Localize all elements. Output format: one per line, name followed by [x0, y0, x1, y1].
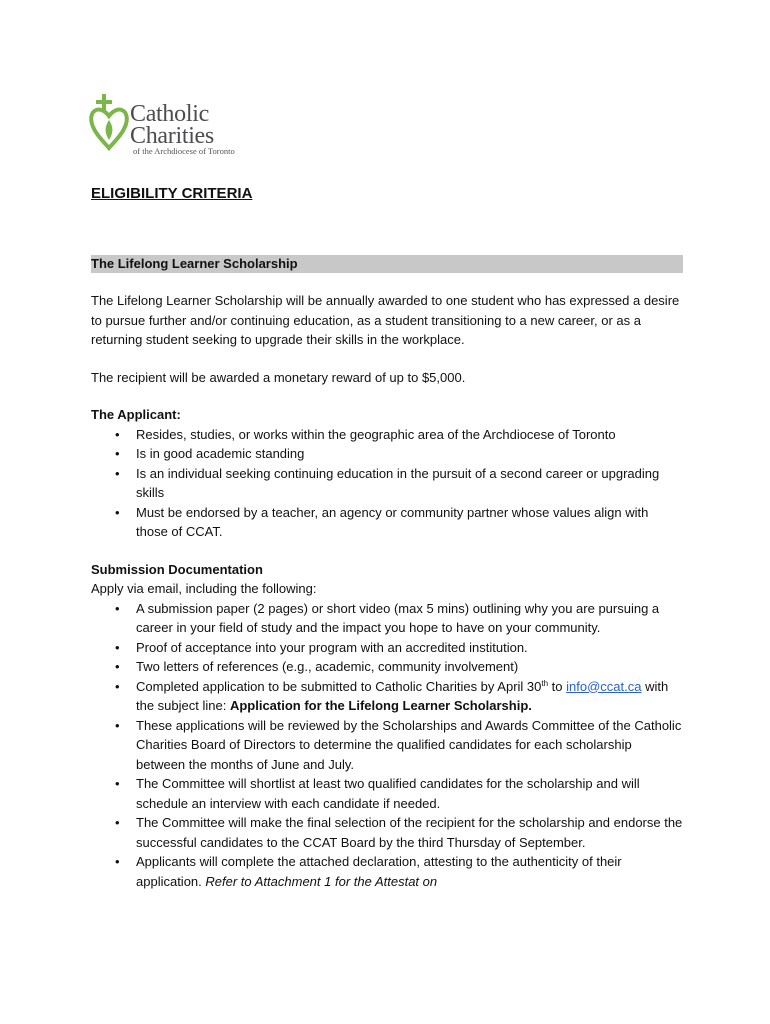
- list-item: • These applications will be reviewed by the Scholarships and Awards Committee of the Catholic Charities Board of Directors to determine the qualified candidates for each scholarship between the months of June and July.: [91, 716, 683, 775]
- email-link[interactable]: info@ccat.ca: [566, 678, 642, 694]
- applicant-list: [91, 425, 683, 542]
- logo-subtitle: of the Archdiocese of Toronto: [133, 146, 235, 156]
- item8-italic-note: Refer to Attachment 1 for the Attestat on: [205, 873, 438, 889]
- catholic-charities-logo: [88, 88, 248, 160]
- list-item: • Must be endorsed by a teacher, an agency or community partner whose values align with those of CCAT.: [91, 503, 683, 542]
- list-item: • The Committee will shortlist at least two qualified candidates for the scholarship and will schedule an interview with each candidate if needed.: [91, 774, 683, 813]
- list-item: • Proof of acceptance into your program with an accredited institution.: [91, 638, 683, 658]
- list-item: [91, 677, 683, 716]
- list-item: • Is in good academic standing: [91, 444, 683, 464]
- logo-line-charities: Charities: [130, 123, 214, 149]
- list-item: • Two letters of references (e.g., academic, community involvement): [91, 657, 683, 677]
- item4-superscript: th: [541, 678, 549, 688]
- page-title: ELIGIBILITY CRITERIA: [91, 185, 253, 202]
- item4-text-c: with the subject line:: [136, 678, 669, 713]
- item8-text: Applicants will complete the attached declaration, attesting to the authenticity of their application.: [136, 854, 622, 889]
- applicant-heading: The Applicant:: [91, 407, 181, 422]
- list-item: • Is an individual seeking continuing education in the pursuit of a second career or upgrading skills: [91, 464, 683, 503]
- list-item: [91, 852, 683, 891]
- submission-heading: Submission Documentation: [91, 561, 263, 577]
- list-item: • A submission paper (2 pages) or short video (max 5 mins) outlining why you are pursuing a career in your field of study and the impact you hope to have on your community.: [91, 599, 683, 638]
- item4-text-b: to: [548, 678, 567, 694]
- list-item: • The Committee will make the final selection of the recipient for the scholarship and endorse the successful candidates to the CCAT Board by the third Thursday of September.: [91, 813, 683, 852]
- item4-subject-line: Application for the Lifelong Learner Scholarship.: [229, 698, 532, 713]
- list-item: • Resides, studies, or works within the geographic area of the Archdiocese of Toronto: [91, 425, 683, 445]
- logo-line-catholic: Catholic: [130, 101, 209, 127]
- intro-paragraph: The Lifelong Learner Scholarship will be annually awarded to one student who has expressed a desire to pursue further and/or continuing education, as a student transitioning to a new career, or as a returning student seeking to upgrade their skills in the workplace.: [91, 293, 680, 347]
- submission-list: [91, 599, 683, 892]
- logo-heart-cross-icon: [88, 92, 130, 152]
- reward-paragraph: The recipient will be awarded a monetary reward of up to $5,000.: [91, 369, 466, 385]
- document-content: [91, 183, 683, 891]
- section-heading: The Lifelong Learner Scholarship: [91, 255, 683, 273]
- item4-text-a: Completed application to be submitted to Catholic Charities by April 30: [136, 678, 542, 694]
- submission-lead: Apply via email, including the following:: [91, 581, 317, 596]
